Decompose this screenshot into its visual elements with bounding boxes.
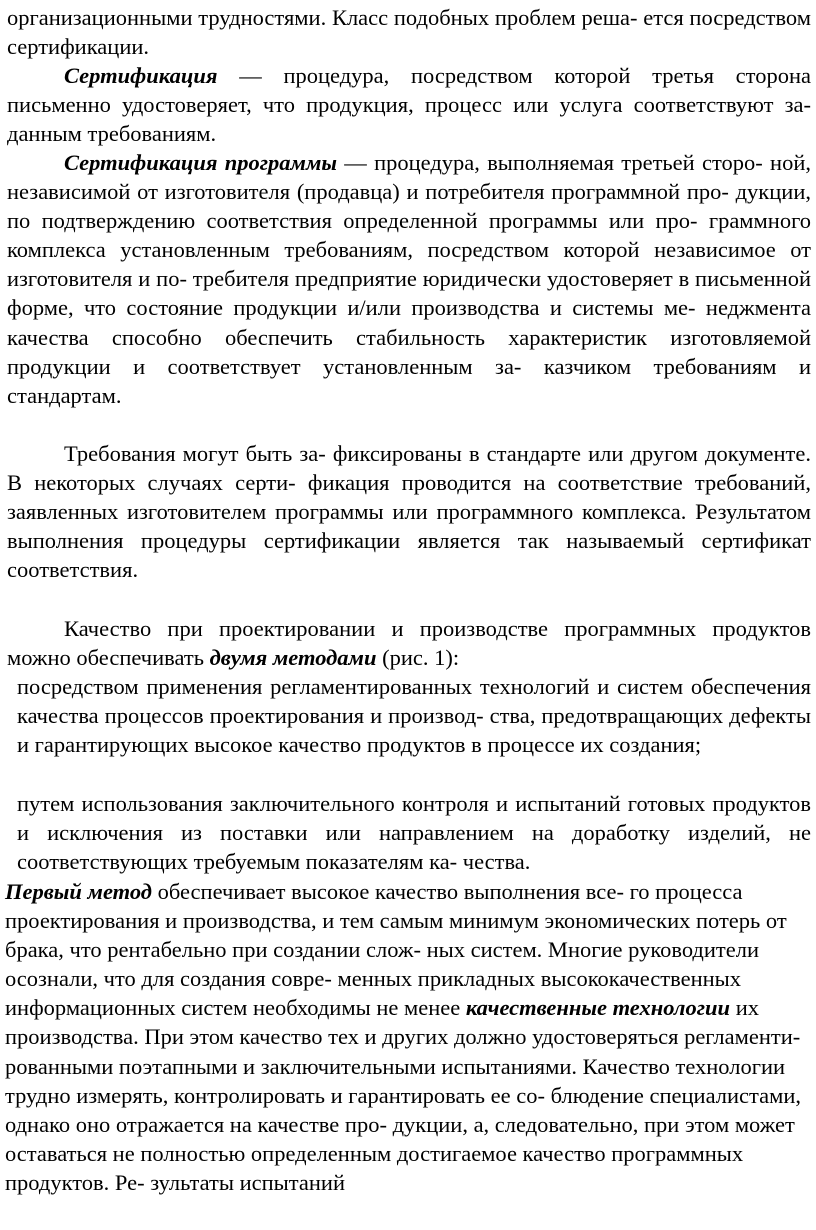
paragraph-intro: [7, 3, 811, 61]
list-item-second-method-text: путем использования заключительного контроля и испытаний готовых продуктов и исключения из поставки или направлением на доработку изделий, не соответствующих требуемым показателям ка- чества.: [17, 791, 811, 875]
list-item: [7, 789, 811, 876]
definition-program-certification-text: — процедура, выполняемая третьей сторо- ной, независимой от изготовителя (продавца) и потребителя программной про- дукции, по подтверждению соответствия определенной программы или про- граммного комплекса установленным требованиям, посредством которой независимое от изготовителя и по- требителя предприятие юридически удостоверяет в письменной форме, что состояние продукции и/или производства и системы ме- неджмента качества способно обеспечить стабильность характеристик изготовляемой продукции и соответствует установленным за- казчиком требованиям и стандартам.: [7, 150, 811, 408]
paragraph-first-method-text-b: их производства. При этом качество тех и других должно удостоверяться регламенти- рованными поэтапными и заключительными испытаниями. Качество технологии трудно измерять, контролировать и гарантировать ее со- блюдение специалистами, однако оно отражается на качестве про- дукции, а, следовательно, при этом может оставаться не полностью определенным достигаемое качество программных продуктов. Ре- зультаты испытаний: [5, 995, 802, 1195]
paragraph-quality-methods: [7, 614, 811, 672]
paragraph-quality-methods-end: (рис. 1):: [376, 645, 460, 671]
term-first-method: Первый метод: [5, 879, 152, 904]
definition-certification-text: — процедура, посредством которой третья сторона письменно удостоверяет, что продукция, процесс или услуга соответствуют за- данным требованиям.: [7, 63, 811, 147]
paragraph-quality-methods-start: Качество при проектировании и производстве программных продуктов можно обеспечивать: [7, 616, 811, 671]
paragraph-requirements-text: Требования могут быть за- фиксированы в стандарте или другом документе. В некоторых случаях серти- фикация проводится на соответствие требований, заявленных изготовителем программы или программного комплекса. Результатом выполнения процедуры сертификации является так называемый сертификат соответствия.: [7, 441, 811, 583]
paragraph-first-method-text-a: обеспечивает высокое качество выполнения все- го процесса проектирования и производства, и тем самым минимум экономических потерь от брака, что рентабельно при создании слож- ных систем. Многие руководители осознали, что для создания совре- менных прикладных высококачественных информационных систем необходимы не менее: [5, 879, 787, 1021]
list-item: [7, 672, 811, 759]
paragraph-intro-text: организационными трудностями. Класс подобных проблем реша- ется посредством сертификации.: [7, 5, 811, 60]
paragraph-first-method: [5, 877, 811, 1197]
paragraph-requirements: [7, 439, 811, 584]
term-two-methods: двумя методами: [209, 645, 377, 671]
term-certification: Сертификация: [64, 63, 218, 88]
term-quality-technologies: качественные технологии: [465, 995, 731, 1021]
paragraph-certification-definition: [7, 61, 811, 148]
paragraph-program-certification-definition: [7, 148, 811, 410]
term-program-certification: Сертификация программы: [64, 150, 337, 175]
list-item-first-method-text: посредством применения регламентированных технологий и систем обеспечения качества процессов проектирования и производ- ства, предотвращающих дефекты и гарантирующих высокое качество продуктов в процессе их создания;: [17, 674, 811, 758]
